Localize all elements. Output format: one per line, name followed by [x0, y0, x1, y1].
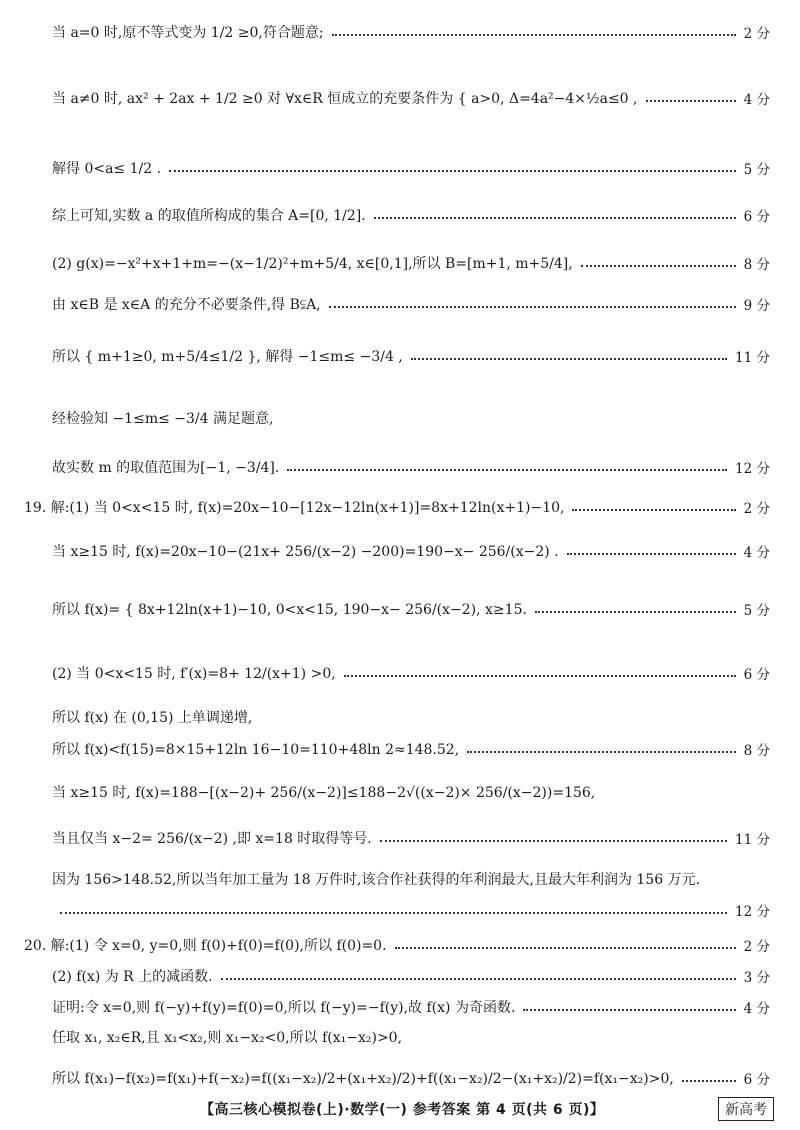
solution-line [52, 869, 770, 889]
score-mark: 6 分 [743, 1072, 770, 1088]
solution-text: (2) g(x)=−x²+x+1+m=−(x−1/2)²+m+5/4, x∈[0,1],所以 B=[m+1, m+5/4], [52, 256, 573, 272]
score-mark: 12 分 [735, 904, 770, 920]
dot-leader [287, 469, 727, 471]
solution-text: 当 a=0 时,原不等式变为 1/2 ≥0,符合题意; [52, 25, 324, 41]
dot-leader [395, 947, 736, 949]
solution-text: 所以 f(x) 在 (0,15) 上单调递增, [52, 710, 253, 726]
solution-line [52, 88, 770, 108]
solution-text: 所以 f(x₁)−f(x₂)=f(x₁)+f(−x₂)=f((x₁−x₂)/2+(x₁+x₂)/2)+f((x₁−x₂)/2−(x₁+x₂)/2)=f(x₁−x₂)>0, [52, 1071, 674, 1087]
dot-leader [646, 100, 736, 102]
score-mark: 4 分 [743, 1001, 770, 1017]
solution-line [52, 966, 770, 986]
score-mark: 8 分 [743, 743, 770, 759]
solution-line [52, 739, 770, 759]
solution-text: 故实数 m 的取值范围为[−1, −3/4]. [52, 460, 280, 476]
score-mark: 11 分 [735, 350, 770, 366]
solution-line [52, 997, 770, 1017]
solution-line [24, 497, 770, 517]
score-mark: 6 分 [743, 209, 770, 225]
solution-text: 经检验知 −1≤m≤ −3/4 满足题意, [52, 411, 274, 427]
solution-line [52, 1027, 770, 1047]
score-mark: 9 分 [743, 298, 770, 314]
score-mark: 8 分 [743, 257, 770, 273]
solution-line [52, 158, 770, 178]
solution-text: 任取 x₁, x₂∈R,且 x₁<x₂,则 x₁−x₂<0,所以 f(x₁−x₂)>0, [52, 1030, 403, 1046]
solution-text: (2) f(x) 为 R 上的减函数. [52, 969, 213, 985]
score-mark: 5 分 [743, 162, 770, 178]
dot-leader [523, 1009, 735, 1011]
solution-line [24, 935, 770, 955]
dot-leader [567, 553, 736, 555]
score-mark: 4 分 [743, 92, 770, 108]
dot-leader [60, 912, 727, 914]
solution-line [52, 22, 770, 42]
solution-text: 20. 解:(1) 令 x=0, y=0,则 f(0)+f(0)=f(0),所以 f(0)=0. [24, 938, 387, 954]
dot-leader [332, 34, 736, 36]
solution-text: 所以 f(x)<f(15)=8×15+12ln 16−10=110+48ln 2≈148.52, [52, 742, 460, 758]
dot-leader [411, 358, 727, 360]
solution-text: 当 a≠0 时, ax² + 2ax + 1/2 ≥0 对 ∀x∈R 恒成立的充要条件为 { a>0, Δ=4a²−4×½a≤0 , [52, 91, 638, 107]
solution-line [52, 541, 770, 561]
solution-line [52, 663, 770, 683]
solution-line [52, 294, 770, 314]
dot-leader [682, 1080, 736, 1082]
dot-leader [572, 509, 735, 511]
footer-title: 【高三核心模拟卷(上)·数学(一) 参考答案 第 4 页(共 6 页)】 [200, 1102, 605, 1118]
dot-leader [221, 978, 736, 980]
score-mark: 2 分 [743, 501, 770, 517]
dot-leader [374, 217, 736, 219]
solution-line [52, 828, 770, 848]
dot-leader [380, 840, 727, 842]
dot-leader [329, 306, 736, 308]
dot-leader [344, 675, 736, 677]
new-gaokao-badge: 新高考 [718, 1097, 774, 1121]
solution-line [52, 1068, 770, 1088]
solution-text: 综上可知,实数 a 的取值所构成的集合 A=[0, 1/2]. [52, 208, 366, 224]
solution-text: 当且仅当 x−2= 256/(x−2) ,即 x=18 时取得等号. [52, 831, 372, 847]
solution-line [52, 408, 770, 428]
solution-text: 解得 0<a≤ 1/2 . [52, 161, 162, 177]
solution-text: 所以 f(x)= { 8x+12ln(x+1)−10, 0<x<15, 190−x− 256/(x−2), x≥15. [52, 602, 527, 618]
score-mark: 11 分 [735, 832, 770, 848]
page-footer [0, 1097, 800, 1121]
score-mark: 4 分 [743, 545, 770, 561]
solution-text: 19. 解:(1) 当 0<x<15 时, f(x)=20x−10−[12x−12ln(x+1)]=8x+12ln(x+1)−10, [24, 500, 565, 516]
solution-text: 由 x∈B 是 x∈A 的充分不必要条件,得 B⫋A, [52, 297, 321, 313]
solution-text: 证明:令 x=0,则 f(−y)+f(y)=f(0)=0,所以 f(−y)=−f(y),故 f(x) 为奇函数. [52, 1000, 516, 1016]
solution-text: 当 x≥15 时, f(x)=188−[(x−2)+ 256/(x−2)]≤188−2√((x−2)× 256/(x−2))=156, [52, 785, 596, 801]
solution-line [52, 457, 770, 477]
score-mark: 3 分 [743, 970, 770, 986]
solution-text: 当 x≥15 时, f(x)=20x−10−(21x+ 256/(x−2) −200)=190−x− 256/(x−2) . [52, 544, 559, 560]
solution-text: (2) 当 0<x<15 时, f′(x)=8+ 12/(x+1) >0, [52, 666, 336, 682]
solution-text: 因为 156>148.52,所以当年加工量为 18 万件时,该合作社获得的年利润最大,且最大年利润为 156 万元. [52, 872, 701, 888]
score-mark: 2 分 [743, 26, 770, 42]
solution-text: 所以 { m+1≥0, m+5/4≤1/2 }, 解得 −1≤m≤ −3/4 , [52, 349, 403, 365]
score-mark: 12 分 [735, 461, 770, 477]
solution-line [52, 707, 770, 727]
dot-leader [581, 265, 736, 267]
solution-line [52, 253, 770, 273]
dot-leader [467, 751, 735, 753]
solution-line [52, 205, 770, 225]
solution-line [52, 900, 770, 920]
score-mark: 2 分 [743, 939, 770, 955]
score-mark: 5 分 [743, 603, 770, 619]
score-mark: 6 分 [743, 667, 770, 683]
solution-line [52, 346, 770, 366]
solution-line [52, 599, 770, 619]
solution-line [52, 782, 770, 802]
dot-leader [535, 611, 736, 613]
dot-leader [169, 170, 736, 172]
